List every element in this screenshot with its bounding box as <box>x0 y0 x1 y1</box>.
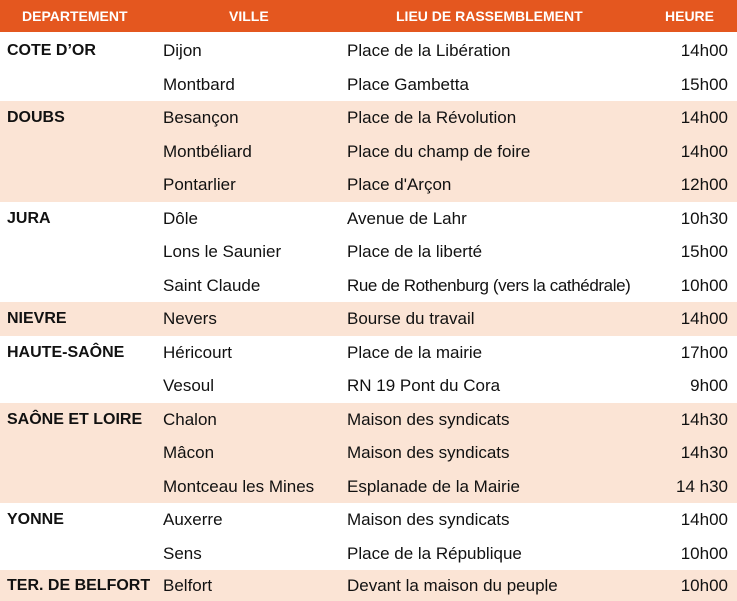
table-row <box>0 68 737 102</box>
table-row <box>0 34 737 68</box>
cell-lieu: Place de la liberté <box>347 242 483 261</box>
table-row <box>0 336 737 370</box>
cell-ville: Mâcon <box>163 443 215 462</box>
cell-heure: 10h00 <box>680 275 728 295</box>
cell-heure: 10h00 <box>680 543 728 563</box>
cell-heure: 14h00 <box>680 510 728 529</box>
cell-lieu: RN 19 Pont du Cora <box>347 376 501 395</box>
table-row <box>0 436 737 470</box>
cell-lieu: Rue de Rothenburg (vers la cathédrale) <box>347 275 631 295</box>
cell-ville: Vesoul <box>163 376 215 395</box>
header-ville: VILLE <box>229 8 269 24</box>
header-departement: DEPARTEMENT <box>22 8 128 24</box>
header-heure: HEURE <box>665 8 715 24</box>
table-row <box>0 202 737 236</box>
cell-lieu: Avenue de Lahr <box>347 208 467 228</box>
cell-ville: Montbard <box>163 74 235 94</box>
cell-lieu: Esplanade de la Mairie <box>347 476 520 496</box>
cell-ville: Belfort <box>163 576 213 595</box>
table-header <box>0 0 737 33</box>
cell-ville: Montceau les Mines <box>163 476 315 496</box>
cell-heure: 14h00 <box>680 309 728 328</box>
cell-lieu: Devant la maison du peuple <box>347 576 558 595</box>
table-row <box>0 269 737 303</box>
cell-ville: Saint Claude <box>163 275 261 295</box>
cell-ville: Sens <box>163 543 202 563</box>
table-row <box>0 135 737 169</box>
cell-departement: TER. DE BELFORT <box>7 577 151 594</box>
cell-heure: 12h00 <box>680 175 728 194</box>
cell-ville: Dôle <box>163 208 198 228</box>
cell-departement: SAÔNE ET LOIRE <box>7 410 143 428</box>
cell-ville: Héricourt <box>163 342 232 362</box>
cell-heure: 17h00 <box>680 342 728 362</box>
header-lieu: LIEU DE RASSEMBLEMENT <box>396 8 583 24</box>
cell-heure: 14h30 <box>680 443 728 462</box>
cell-ville: Montbéliard <box>163 141 252 161</box>
cell-lieu: Place du champ de foire <box>347 141 531 161</box>
cell-lieu: Maison des syndicats <box>347 510 510 529</box>
table-row <box>0 570 737 601</box>
cell-heure: 14 h30 <box>676 476 728 496</box>
cell-lieu: Place de la Libération <box>347 41 511 60</box>
cell-departement: NIEVRE <box>7 310 67 327</box>
cell-heure: 14h00 <box>680 141 728 161</box>
cell-heure: 15h00 <box>680 242 728 261</box>
cell-lieu: Place de la République <box>347 543 522 563</box>
cell-heure: 9h00 <box>690 376 728 395</box>
cell-lieu: Maison des syndicats <box>347 409 510 429</box>
cell-departement: YONNE <box>7 511 64 528</box>
cell-heure: 10h30 <box>680 208 728 228</box>
cell-heure: 14h30 <box>680 409 728 429</box>
cell-ville: Besançon <box>163 108 239 127</box>
cell-ville: Pontarlier <box>163 175 236 194</box>
cell-lieu: Bourse du travail <box>347 309 475 328</box>
cell-lieu: Place de la mairie <box>347 342 483 362</box>
table-row <box>0 403 737 437</box>
cell-departement: COTE D’OR <box>7 42 96 59</box>
cell-ville: Auxerre <box>163 510 223 529</box>
cell-heure: 14h00 <box>680 108 728 127</box>
table-row <box>0 369 737 403</box>
cell-heure: 15h00 <box>680 74 728 94</box>
cell-ville: Nevers <box>163 309 217 328</box>
table-row <box>0 470 737 504</box>
table-row <box>0 503 737 537</box>
table-row <box>0 101 737 135</box>
cell-departement: DOUBS <box>7 109 65 126</box>
cell-lieu: Place de la Révolution <box>347 108 517 127</box>
table-row <box>0 302 737 336</box>
table-row <box>0 168 737 202</box>
cell-lieu: Place Gambetta <box>347 74 469 94</box>
table-row <box>0 235 737 269</box>
table-row <box>0 537 737 571</box>
cell-ville: Lons le Saunier <box>163 242 282 261</box>
cell-departement: HAUTE-SAÔNE <box>7 343 125 361</box>
cell-departement: JURA <box>7 209 51 227</box>
cell-heure: 14h00 <box>680 41 728 60</box>
cell-lieu: Place d'Arçon <box>347 175 452 194</box>
cell-lieu: Maison des syndicats <box>347 443 510 462</box>
cell-heure: 10h00 <box>680 576 728 595</box>
cell-ville: Chalon <box>163 409 217 429</box>
cell-ville: Dijon <box>163 41 202 60</box>
